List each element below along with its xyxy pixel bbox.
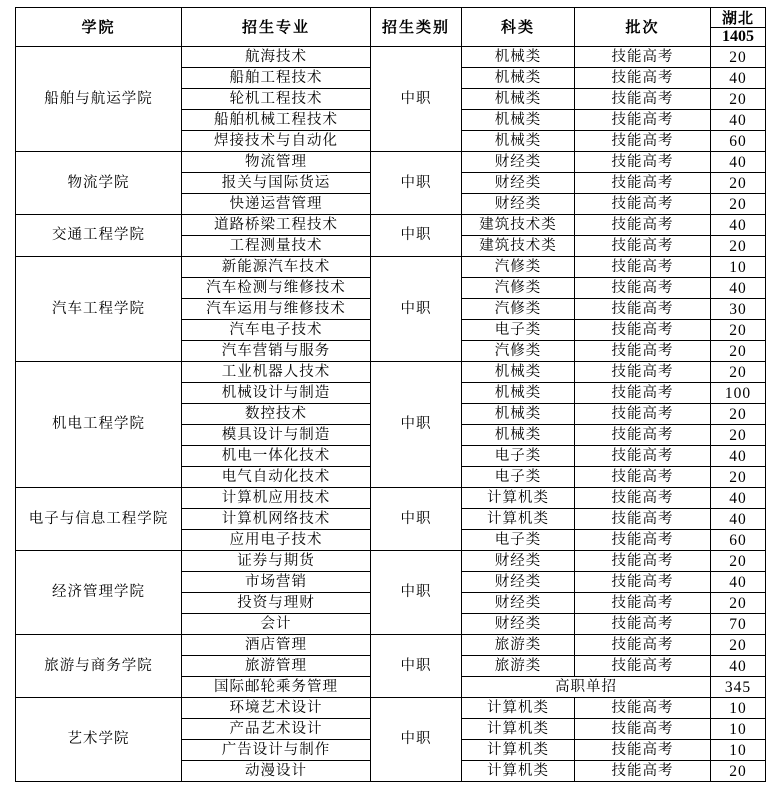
subject-cell: 机械类: [462, 68, 575, 89]
batch-cell: 技能高考: [575, 446, 711, 467]
quota-cell: 20: [711, 47, 766, 68]
major-cell: 模具设计与制造: [182, 425, 371, 446]
quota-cell: 40: [711, 446, 766, 467]
major-cell: 快递运营管理: [182, 194, 371, 215]
header-college: 学院: [16, 8, 182, 47]
major-cell: 机电一体化技术: [182, 446, 371, 467]
major-cell: 汽车检测与维修技术: [182, 278, 371, 299]
quota-cell: 20: [711, 635, 766, 656]
subject-cell: 财经类: [462, 572, 575, 593]
quota-cell: 10: [711, 719, 766, 740]
table-body: [16, 47, 766, 782]
batch-cell: 技能高考: [575, 698, 711, 719]
batch-cell: 技能高考: [575, 509, 711, 530]
merged-batch-cell: 高职单招: [462, 677, 711, 698]
header-type: 招生类别: [371, 8, 462, 47]
batch-cell: 技能高考: [575, 236, 711, 257]
batch-cell: 技能高考: [575, 152, 711, 173]
category-cell: 中职: [371, 551, 462, 635]
major-cell: 机械设计与制造: [182, 383, 371, 404]
subject-cell: 计算机类: [462, 761, 575, 782]
major-cell: 会计: [182, 614, 371, 635]
subject-cell: 电子类: [462, 530, 575, 551]
quota-cell: 60: [711, 131, 766, 152]
batch-cell: 技能高考: [575, 761, 711, 782]
college-name: 机电工程学院: [16, 362, 182, 488]
header-batch: 批次: [575, 8, 711, 47]
college-name: 汽车工程学院: [16, 257, 182, 362]
subject-cell: 旅游类: [462, 635, 575, 656]
batch-cell: 技能高考: [575, 110, 711, 131]
major-cell: 计算机应用技术: [182, 488, 371, 509]
quota-cell: 40: [711, 68, 766, 89]
major-cell: 计算机网络技术: [182, 509, 371, 530]
quota-cell: 10: [711, 740, 766, 761]
quota-cell: 30: [711, 299, 766, 320]
batch-cell: 技能高考: [575, 173, 711, 194]
batch-cell: 技能高考: [575, 593, 711, 614]
batch-cell: 技能高考: [575, 572, 711, 593]
subject-cell: 计算机类: [462, 698, 575, 719]
major-cell: 电气自动化技术: [182, 467, 371, 488]
major-cell: 新能源汽车技术: [182, 257, 371, 278]
subject-cell: 计算机类: [462, 719, 575, 740]
major-cell: 国际邮轮乘务管理: [182, 677, 371, 698]
quota-cell: 20: [711, 593, 766, 614]
major-cell: 汽车营销与服务: [182, 341, 371, 362]
major-cell: 轮机工程技术: [182, 89, 371, 110]
batch-cell: 技能高考: [575, 656, 711, 677]
major-cell: 工程测量技术: [182, 236, 371, 257]
college-name: 船舶与航运学院: [16, 47, 182, 152]
table-row: [16, 362, 766, 383]
batch-cell: 技能高考: [575, 215, 711, 236]
quota-cell: 20: [711, 761, 766, 782]
quota-cell: 20: [711, 320, 766, 341]
major-cell: 航海技术: [182, 47, 371, 68]
batch-cell: 技能高考: [575, 320, 711, 341]
major-cell: 焊接技术与自动化: [182, 131, 371, 152]
subject-cell: 电子类: [462, 467, 575, 488]
major-cell: 市场营销: [182, 572, 371, 593]
major-cell: 汽车运用与维修技术: [182, 299, 371, 320]
college-name: 电子与信息工程学院: [16, 488, 182, 551]
batch-cell: 技能高考: [575, 278, 711, 299]
enrollment-table: [15, 7, 766, 782]
quota-cell: 100: [711, 383, 766, 404]
subject-cell: 财经类: [462, 551, 575, 572]
batch-cell: 技能高考: [575, 404, 711, 425]
major-cell: 应用电子技术: [182, 530, 371, 551]
college-name: 旅游与商务学院: [16, 635, 182, 698]
subject-cell: 机械类: [462, 89, 575, 110]
table-row: [16, 257, 766, 278]
major-cell: 汽车电子技术: [182, 320, 371, 341]
quota-cell: 10: [711, 257, 766, 278]
subject-cell: 汽修类: [462, 278, 575, 299]
batch-cell: 技能高考: [575, 47, 711, 68]
subject-cell: 财经类: [462, 614, 575, 635]
major-cell: 数控技术: [182, 404, 371, 425]
subject-cell: 汽修类: [462, 299, 575, 320]
table-row: [16, 698, 766, 719]
category-cell: 中职: [371, 698, 462, 782]
major-cell: 船舶工程技术: [182, 68, 371, 89]
college-name: 物流学院: [16, 152, 182, 215]
table-row: [16, 215, 766, 236]
header-hubei-total: 1405: [711, 27, 765, 46]
quota-cell: 40: [711, 572, 766, 593]
quota-cell: 20: [711, 89, 766, 110]
quota-cell: 40: [711, 656, 766, 677]
quota-cell: 20: [711, 551, 766, 572]
quota-cell: 70: [711, 614, 766, 635]
subject-cell: 汽修类: [462, 257, 575, 278]
quota-cell: 40: [711, 110, 766, 131]
subject-cell: 汽修类: [462, 341, 575, 362]
batch-cell: 技能高考: [575, 635, 711, 656]
subject-cell: 机械类: [462, 383, 575, 404]
major-cell: 道路桥梁工程技术: [182, 215, 371, 236]
quota-cell: 20: [711, 173, 766, 194]
major-cell: 广告设计与制作: [182, 740, 371, 761]
subject-cell: 机械类: [462, 47, 575, 68]
batch-cell: 技能高考: [575, 257, 711, 278]
batch-cell: 技能高考: [575, 131, 711, 152]
category-cell: 中职: [371, 152, 462, 215]
quota-cell: 40: [711, 488, 766, 509]
batch-cell: 技能高考: [575, 551, 711, 572]
college-name: 交通工程学院: [16, 215, 182, 257]
batch-cell: 技能高考: [575, 425, 711, 446]
category-cell: 中职: [371, 47, 462, 152]
major-cell: 旅游管理: [182, 656, 371, 677]
subject-cell: 财经类: [462, 194, 575, 215]
header-row: [16, 8, 766, 47]
header-major: 招生专业: [182, 8, 371, 47]
batch-cell: 技能高考: [575, 299, 711, 320]
major-cell: 物流管理: [182, 152, 371, 173]
subject-cell: 电子类: [462, 320, 575, 341]
subject-cell: 机械类: [462, 110, 575, 131]
quota-cell: 40: [711, 509, 766, 530]
subject-cell: 财经类: [462, 152, 575, 173]
quota-cell: 345: [711, 677, 766, 698]
college-name: 艺术学院: [16, 698, 182, 782]
major-cell: 环境艺术设计: [182, 698, 371, 719]
batch-cell: 技能高考: [575, 467, 711, 488]
table-row: [16, 47, 766, 68]
table-header: [16, 8, 766, 47]
subject-cell: 旅游类: [462, 656, 575, 677]
batch-cell: 技能高考: [575, 383, 711, 404]
major-cell: 投资与理财: [182, 593, 371, 614]
quota-cell: 20: [711, 467, 766, 488]
category-cell: 中职: [371, 257, 462, 362]
table-row: [16, 635, 766, 656]
table-row: [16, 551, 766, 572]
batch-cell: 技能高考: [575, 341, 711, 362]
header-hubei: [711, 8, 766, 47]
batch-cell: 技能高考: [575, 614, 711, 635]
subject-cell: 计算机类: [462, 740, 575, 761]
major-cell: 船舶机械工程技术: [182, 110, 371, 131]
batch-cell: 技能高考: [575, 488, 711, 509]
table-row: [16, 488, 766, 509]
major-cell: 报关与国际货运: [182, 173, 371, 194]
subject-cell: 机械类: [462, 362, 575, 383]
major-cell: 证券与期货: [182, 551, 371, 572]
subject-cell: 计算机类: [462, 509, 575, 530]
batch-cell: 技能高考: [575, 362, 711, 383]
header-hubei-label: 湖北: [721, 8, 754, 27]
batch-cell: 技能高考: [575, 530, 711, 551]
subject-cell: 计算机类: [462, 488, 575, 509]
subject-cell: 电子类: [462, 446, 575, 467]
subject-cell: 建筑技术类: [462, 236, 575, 257]
quota-cell: 40: [711, 278, 766, 299]
category-cell: 中职: [371, 215, 462, 257]
quota-cell: 40: [711, 152, 766, 173]
quota-cell: 20: [711, 194, 766, 215]
quota-cell: 20: [711, 404, 766, 425]
subject-cell: 财经类: [462, 593, 575, 614]
college-name: 经济管理学院: [16, 551, 182, 635]
category-cell: 中职: [371, 488, 462, 551]
subject-cell: 机械类: [462, 425, 575, 446]
subject-cell: 财经类: [462, 173, 575, 194]
header-subject: 科类: [462, 8, 575, 47]
quota-cell: 20: [711, 425, 766, 446]
major-cell: 产品艺术设计: [182, 719, 371, 740]
subject-cell: 机械类: [462, 404, 575, 425]
major-cell: 动漫设计: [182, 761, 371, 782]
quota-cell: 20: [711, 362, 766, 383]
quota-cell: 20: [711, 341, 766, 362]
batch-cell: 技能高考: [575, 194, 711, 215]
subject-cell: 机械类: [462, 131, 575, 152]
batch-cell: 技能高考: [575, 68, 711, 89]
quota-cell: 40: [711, 215, 766, 236]
quota-cell: 10: [711, 698, 766, 719]
major-cell: 酒店管理: [182, 635, 371, 656]
major-cell: 工业机器人技术: [182, 362, 371, 383]
category-cell: 中职: [371, 635, 462, 698]
category-cell: 中职: [371, 362, 462, 488]
batch-cell: 技能高考: [575, 719, 711, 740]
quota-cell: 20: [711, 236, 766, 257]
quota-cell: 60: [711, 530, 766, 551]
table-row: [16, 152, 766, 173]
subject-cell: 建筑技术类: [462, 215, 575, 236]
batch-cell: 技能高考: [575, 740, 711, 761]
batch-cell: 技能高考: [575, 89, 711, 110]
